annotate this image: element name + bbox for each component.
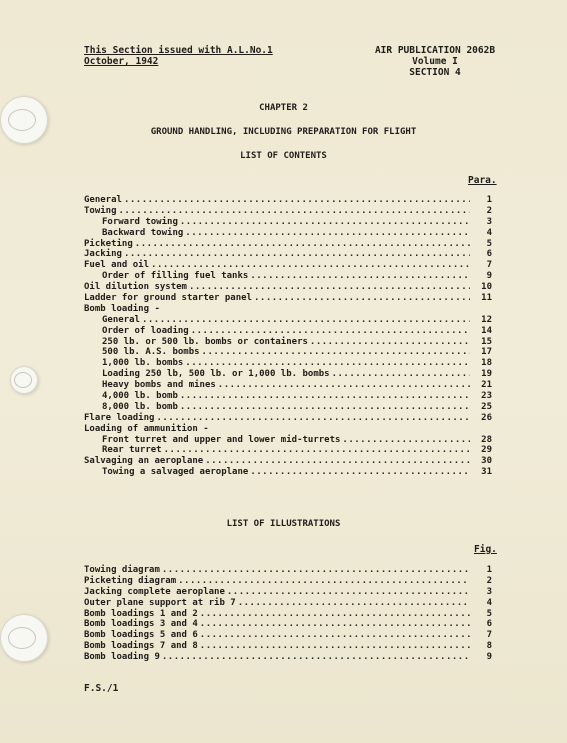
- toc-entry: [84, 271, 492, 282]
- entry-number: [470, 424, 492, 435]
- publication-number: AIR PUBLICATION 2062B: [374, 45, 496, 56]
- entry-number: 9: [486, 271, 492, 282]
- entry-label: Order of loading: [102, 325, 189, 336]
- entry-label: Outer plane support at rib 7: [84, 597, 236, 608]
- entry-number: 21: [481, 380, 492, 391]
- entry-label: Salvaging an aeroplane: [84, 456, 204, 467]
- entry-label: Towing: [84, 205, 117, 216]
- dot-leader: [250, 467, 470, 478]
- toc-entry: [84, 195, 492, 206]
- publication-header: [370, 45, 500, 78]
- toc-entry: [84, 630, 492, 641]
- entry-label: Bomb loading -: [84, 303, 160, 314]
- toc-entry: [84, 619, 492, 630]
- entry-number: 1: [486, 195, 492, 205]
- toc-entry: [84, 445, 492, 456]
- toc-entry: [84, 326, 492, 337]
- toc-entry: [84, 391, 492, 402]
- entry-number: 4: [486, 227, 492, 238]
- dot-leader: [124, 195, 470, 206]
- entry-number: 7: [486, 260, 492, 271]
- entry-label: Flare loading: [84, 412, 155, 423]
- entry-label: 8,000 lb. bomb: [102, 401, 178, 412]
- entry-number: 23: [481, 391, 492, 402]
- toc-entry: [84, 598, 492, 609]
- dot-leader: [178, 576, 470, 587]
- entry-label: Fuel and oil: [84, 260, 150, 271]
- dot-leader: [310, 337, 470, 348]
- dot-leader: [200, 630, 470, 641]
- toc-entry: [84, 358, 492, 369]
- entry-number: 14: [481, 325, 492, 336]
- punch-hole: [10, 366, 38, 394]
- toc-entry: [84, 369, 492, 380]
- dot-leader: [119, 206, 470, 217]
- para-column-label: Para.: [468, 175, 497, 186]
- entry-number: 5: [486, 238, 492, 249]
- toc-entry: [84, 293, 492, 304]
- entry-number: 8: [486, 641, 492, 652]
- toc-entry: [84, 260, 492, 271]
- entry-label: Bomb loadings 1 and 2: [84, 608, 198, 619]
- volume-label: Volume I: [412, 56, 458, 67]
- section-label: SECTION 4: [409, 67, 461, 78]
- chapter-title: GROUND HANDLING, INCLUDING PREPARATION FOR FLIGHT: [150, 127, 417, 137]
- entry-number: 9: [486, 652, 492, 663]
- entry-label: Bomb loadings 7 and 8: [84, 641, 198, 652]
- entry-number: 1: [486, 565, 492, 575]
- dot-leader: [200, 641, 470, 652]
- punch-hole: [0, 614, 48, 662]
- entry-number: 2: [486, 205, 492, 216]
- entry-number: 17: [481, 347, 492, 358]
- dot-leader: [189, 282, 470, 293]
- toc-entry: [84, 217, 492, 228]
- dot-leader: [254, 293, 470, 304]
- entry-number: 29: [481, 445, 492, 456]
- issue-note: [84, 45, 273, 67]
- issue-line: This Section issued with A.L.No.1: [84, 45, 273, 56]
- contents-heading: LIST OF CONTENTS: [240, 151, 327, 161]
- entry-label: Ladder for ground starter panel: [84, 293, 252, 304]
- entry-number: 2: [486, 575, 492, 586]
- entry-label: General: [84, 195, 122, 205]
- entry-label: Rear turret: [102, 445, 162, 456]
- dot-leader: [185, 228, 470, 239]
- dot-leader: [342, 435, 470, 446]
- dot-leader: [180, 391, 470, 402]
- toc-entry: [84, 456, 492, 467]
- entry-number: 4: [486, 597, 492, 608]
- entry-label: Jacking: [84, 249, 122, 260]
- dot-leader: [185, 358, 470, 369]
- entry-label: Jacking complete aeroplane: [84, 586, 225, 597]
- illustrations-list: [84, 565, 492, 663]
- entry-label: Picketing: [84, 238, 133, 249]
- entry-label: Order of filling fuel tanks: [102, 271, 249, 282]
- toc-entry: [84, 576, 492, 587]
- dot-leader: [191, 326, 470, 337]
- entry-number: 18: [481, 358, 492, 369]
- entry-label: Towing diagram: [84, 565, 160, 575]
- entry-number: 15: [481, 336, 492, 347]
- entry-number: 26: [481, 412, 492, 423]
- toc-entry: [84, 249, 492, 260]
- entry-number: 7: [486, 630, 492, 641]
- dot-leader: [200, 609, 470, 620]
- dot-leader: [162, 652, 470, 663]
- toc-entry: [84, 424, 492, 435]
- entry-label: Loading of ammunition -: [84, 423, 209, 434]
- entry-number: 11: [481, 293, 492, 304]
- dot-leader: [151, 260, 470, 271]
- toc-entry: [84, 239, 492, 250]
- entry-label: Oil dilution system: [84, 282, 187, 293]
- entry-label: Forward towing: [102, 216, 178, 227]
- dot-leader: [124, 249, 470, 260]
- chapter-heading: CHAPTER 2: [259, 103, 308, 113]
- dot-leader: [202, 347, 470, 358]
- entry-number: 12: [481, 314, 492, 325]
- entry-label: Picketing diagram: [84, 575, 177, 586]
- dot-leader: [142, 315, 470, 326]
- dot-leader: [200, 619, 470, 630]
- toc-entry: [84, 413, 492, 424]
- toc-entry: [84, 304, 492, 315]
- entry-label: Bomb loading 9: [84, 652, 160, 663]
- toc-entry: [84, 315, 492, 326]
- entry-label: Bomb loadings 5 and 6: [84, 630, 198, 641]
- entry-number: 19: [481, 369, 492, 380]
- dot-leader: [205, 456, 470, 467]
- entry-number: 3: [486, 586, 492, 597]
- toc-entry: [84, 402, 492, 413]
- entry-number: 25: [481, 401, 492, 412]
- entry-label: 1,000 lb. bombs: [102, 358, 184, 369]
- entry-label: 250 lb. or 500 lb. bombs or containers: [102, 336, 308, 347]
- toc-entry: [84, 587, 492, 598]
- entry-label: 500 lb. A.S. bombs: [102, 347, 200, 358]
- entry-number: 10: [481, 282, 492, 293]
- toc-entry: [84, 467, 492, 478]
- entry-number: 30: [481, 456, 492, 467]
- toc-entry: [84, 652, 492, 663]
- toc-entry: [84, 641, 492, 652]
- dot-leader: [180, 402, 470, 413]
- toc-entry: [84, 435, 492, 446]
- toc-entry: [84, 337, 492, 348]
- dot-leader: [238, 598, 470, 609]
- entry-label: Backward towing: [102, 227, 184, 238]
- entry-number: 28: [481, 434, 492, 445]
- entry-number: 3: [486, 216, 492, 227]
- dot-leader: [180, 217, 470, 228]
- dot-leader: [164, 445, 470, 456]
- dot-leader: [227, 587, 470, 598]
- dot-leader: [135, 239, 470, 250]
- issue-date: October, 1942: [84, 56, 159, 67]
- entry-label: Front turret and upper and lower mid-turrets: [102, 434, 341, 445]
- toc-entry: [84, 206, 492, 217]
- dot-leader: [218, 380, 470, 391]
- toc-entry: [84, 282, 492, 293]
- dot-leader: [332, 369, 470, 380]
- entry-number: 6: [486, 619, 492, 630]
- entry-label: Bomb loadings 3 and 4: [84, 619, 198, 630]
- toc-entry: [84, 565, 492, 576]
- entry-label: Loading 250 lb, 500 lb. or 1,000 lb. bombs: [102, 369, 330, 380]
- entry-label: Heavy bombs and mines: [102, 380, 216, 391]
- dot-leader: [156, 413, 470, 424]
- toc-entry: [84, 228, 492, 239]
- entry-number: [470, 304, 492, 315]
- entry-label: General: [102, 314, 140, 325]
- toc-entry: [84, 347, 492, 358]
- dot-leader: [250, 271, 470, 282]
- page-footer-code: F.S./1: [84, 683, 119, 694]
- dot-leader: [162, 565, 470, 576]
- toc-entry: [84, 380, 492, 391]
- fig-column-label: Fig.: [474, 544, 497, 555]
- toc-entry: [84, 609, 492, 620]
- entry-label: 4,000 lb. bomb: [102, 391, 178, 402]
- entry-number: 6: [486, 249, 492, 260]
- entry-number: 31: [481, 467, 492, 478]
- entry-label: Towing a salvaged aeroplane: [102, 467, 249, 478]
- contents-list: [84, 195, 492, 478]
- entry-number: 5: [486, 608, 492, 619]
- illustrations-heading: LIST OF ILLUSTRATIONS: [226, 519, 341, 529]
